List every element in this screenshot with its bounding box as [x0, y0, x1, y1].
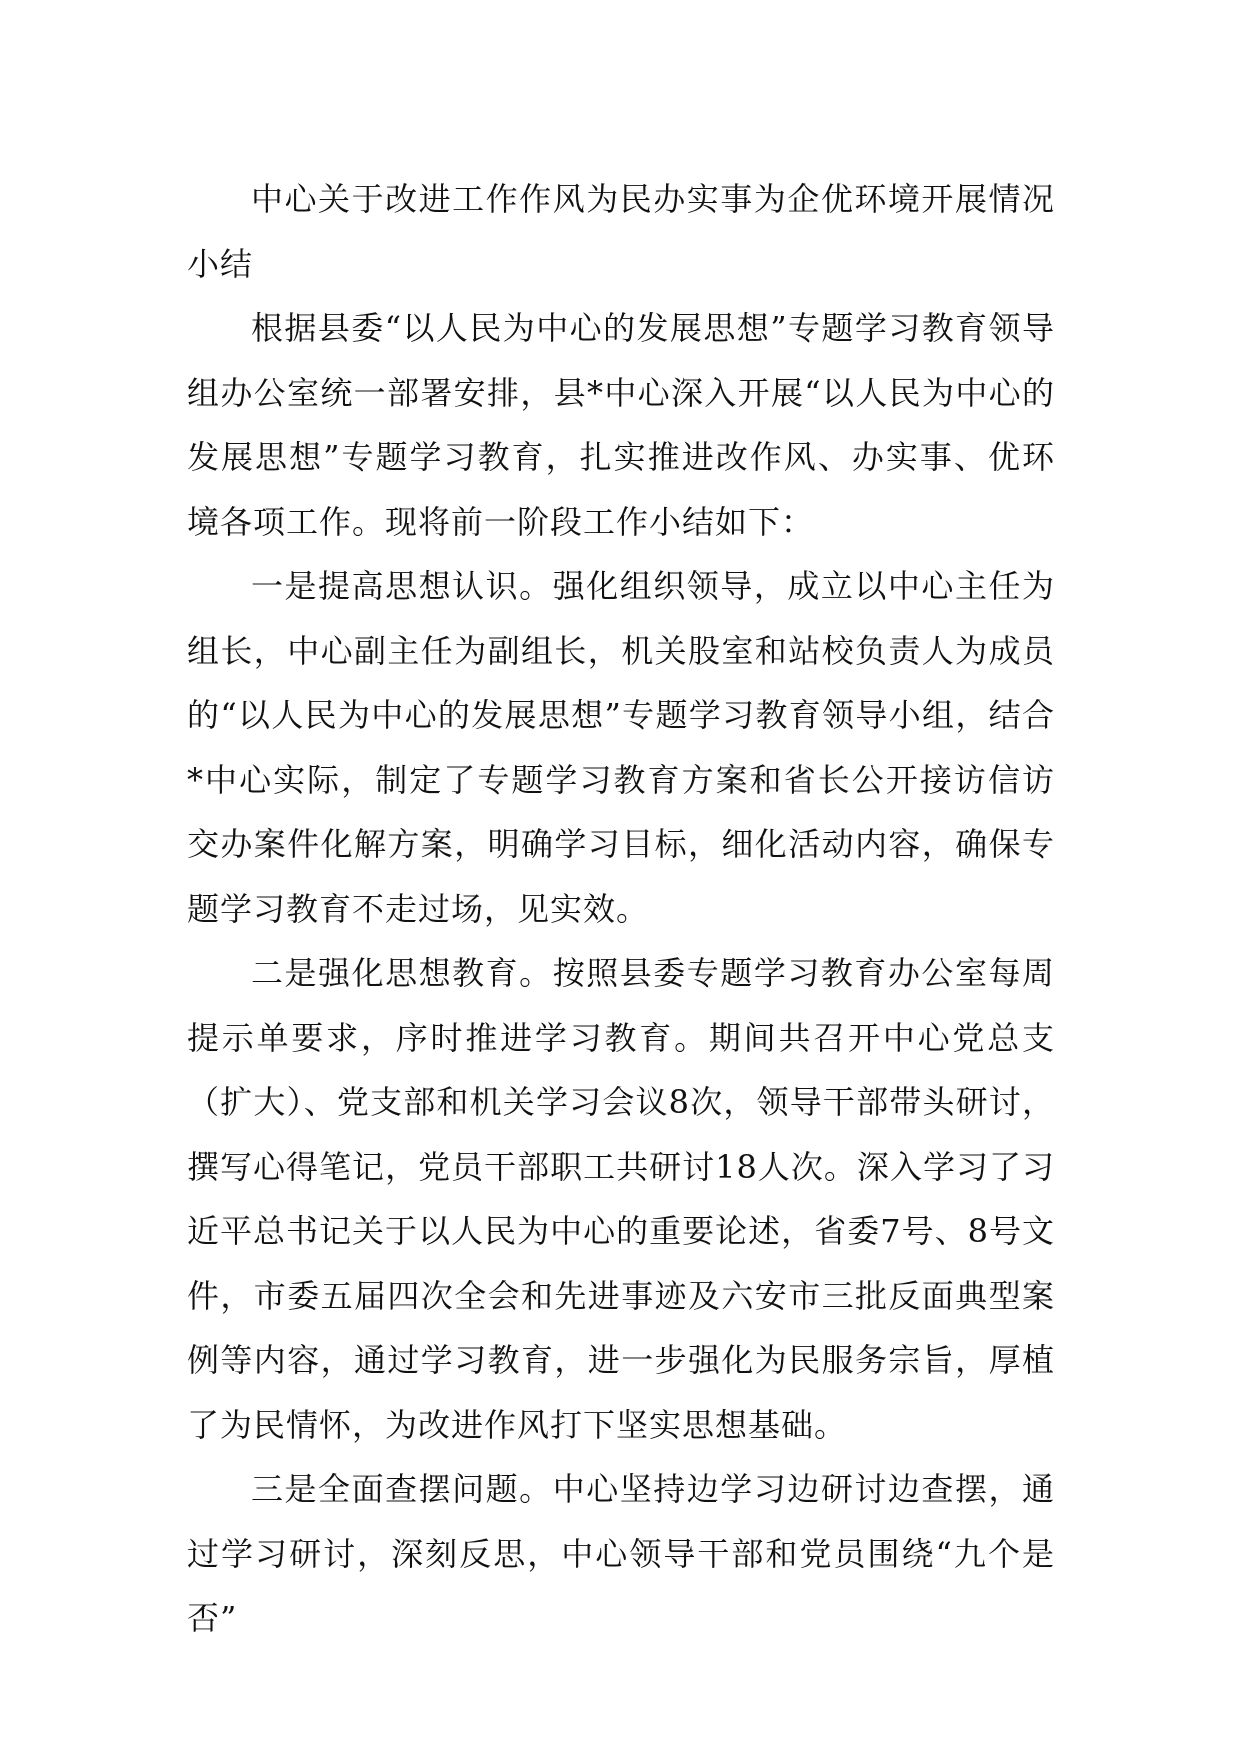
document-body [187, 167, 1055, 1651]
document-title: 中心关于改进工作作风为民办实事为企优环境开展情况小结 [187, 180, 1055, 283]
paragraph-point-one: 一是提高思想认识。强化组织领导，成立以中心主任为组长，中心副主任为副组长，机关股室和站校负责人为成员的“以人民为中心的发展思想”专题学习教育领导小组，结合*中心实际，制定了专题学习教育方案和省长公开接访信访交办案件化解方案，明确学习目标，细化活动内容，确保专题学习教育不走过场，见实效。 [187, 567, 1055, 928]
paragraph-point-three: 三是全面查摆问题。中心坚持边学习边研讨边查摆，通过学习研讨，深刻反思，中心领导干部和党员围绕“九个是否” [187, 1470, 1055, 1637]
paragraph-point-two: 二是强化思想教育。按照县委专题学习教育办公室每周提示单要求，序时推进学习教育。期间共召开中心党总支（扩大）、党支部和机关学习会议8次，领导干部带头研讨，撰写心得笔记，党员干部职工共研讨18人次。深入学习了习近平总书记关于以人民为中心的重要论述，省委7号、8号文件，市委五届四次全会和先进事迹及六安市三批反面典型案例等内容，通过学习教育，进一步强化为民服务宗旨，厚植了为民情怀，为改进作风打下坚实思想基础。 [187, 954, 1055, 1444]
paragraph-intro: 根据县委“以人民为中心的发展思想”专题学习教育领导组办公室统一部署安排，县*中心深入开展“以人民为中心的发展思想”专题学习教育，扎实推进改作风、办实事、优环境各项工作。现将前一阶段工作小结如下： [187, 309, 1055, 541]
